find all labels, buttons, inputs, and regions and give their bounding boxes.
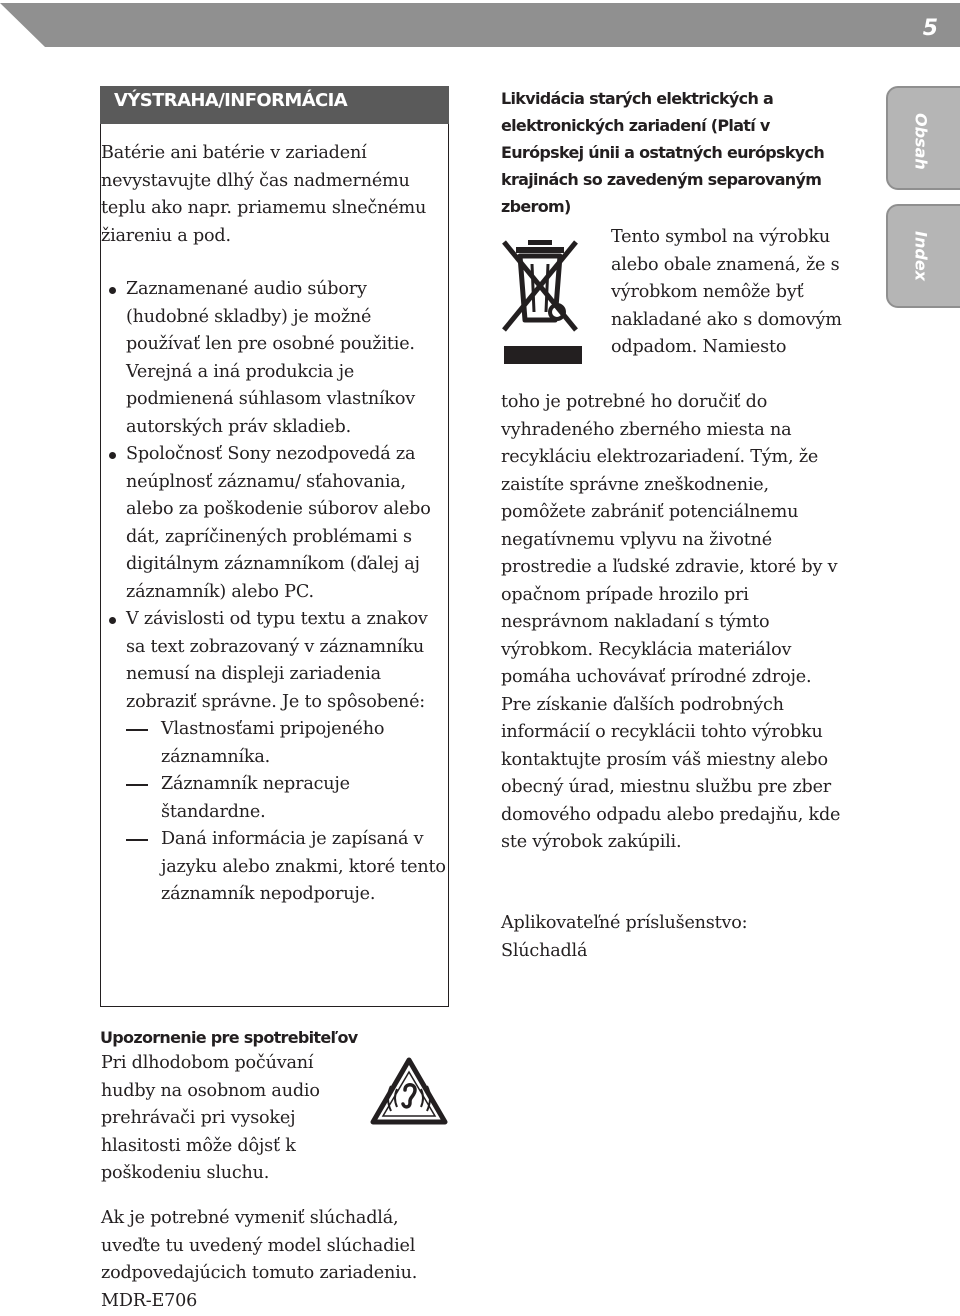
accessory-label: Aplikovateľné príslušenstvo:	[501, 913, 748, 933]
crossed-bin-icon	[502, 236, 582, 368]
consumer-heading: Upozornenie pre spotrebiteľov	[100, 1028, 358, 1047]
list-item-text: V závislosti od typu textu a znakov sa text zobrazovaný v záznamníku nemusí na displeji zariadenia zobraziť správne. Je to spôsobené:	[126, 609, 428, 712]
cause-item: Záznamník nepracuje štandardne.	[126, 771, 448, 826]
accessory-value: Slúchadlá	[501, 941, 588, 961]
headphone-model: MDR-E706	[101, 1291, 198, 1311]
tab-contents[interactable]	[886, 86, 960, 190]
tab-index[interactable]	[886, 204, 960, 308]
cause-item: Daná informácia je zapísaná v jazyku alebo znakmi, ktoré tento záznamník nepodporuje.	[126, 826, 448, 909]
list-item: Spoločnosť Sony nezodpovedá za neúplnosť záznamu/ sťahovania, alebo za poškodenie súborov alebo dát, zapríčinených problémami s digitálnym záznamníkom (ďalej aj záznamník) alebo PC.	[126, 441, 448, 606]
disposal-body: toho je potrebné ho doručiť do vyhradeného zberného miesta na recykláciu elektrozariadení. Tým, že zaistíte správne zneškodnenie, pomôžete zabrániť potenciálnemu negatívnemu vplyvu na životné prostredie a ľudské zdravie, ktoré by v opačnom prípade hrozilo pri nesprávnom nakladaní s týmto výrobkom. Recyklácia materiálov pomáha uchovávať prírodné zdroje. Pre získanie ďalších podrobných informácií o recyklácii tohto výrobku kontaktujte prosím váš miestny alebo obecný úrad, miestnu službu pre zber domového odpadu alebo predajňu, kde ste výrobok zakúpili.	[501, 392, 841, 852]
warning-list	[126, 276, 448, 909]
replacement-text: Ak je potrebné vymeniť slúchadlá, uveďte tu uvedený model slúchadiel zodpovedajúcich tomuto zariadeniu.	[101, 1208, 418, 1283]
warning-title: VÝSTRAHA/INFORMÁCIA	[100, 86, 449, 124]
top-bar	[0, 3, 960, 47]
consumer-text: Pri dlhodobom počúvaní hudby na osobnom audio prehrávači pri vysokej hlasitosti môže dôjsť k poškodeniu sluchu.	[101, 1053, 320, 1183]
list-item	[126, 606, 448, 909]
cause-item: Vlastnosťami pripojeného záznamníka.	[126, 716, 448, 771]
symbol-description: Tento symbol na výrobku alebo obale znamená, že s výrobkom nemôže byť nakladané ako s domovým odpadom. Namiesto	[611, 227, 842, 357]
disposal-heading: Likvidácia starých elektrických a elektronických zariadení (Platí v Európskej únii a ostatných európskych krajinách so zavedeným separovaným zberom)	[501, 89, 825, 216]
tab-contents-label: Obsah	[911, 113, 931, 170]
tab-index-label: Index	[911, 231, 931, 281]
page-number: 5	[922, 16, 938, 41]
warning-intro: Batérie ani batérie v zariadení nevystavujte dlhý čas nadmernému teplu ako napr. priamemu slnečnému žiareniu a pod.	[101, 143, 427, 246]
list-item: Zaznamenané audio súbory (hudobné skladby) je možné používať len pre osobné použitie. Verejná a iná produkcia je podmienená súhlasom vlastníkov autorských práv skladieb.	[126, 276, 448, 441]
cause-list	[126, 716, 448, 909]
hearing-warning-icon	[369, 1056, 449, 1126]
